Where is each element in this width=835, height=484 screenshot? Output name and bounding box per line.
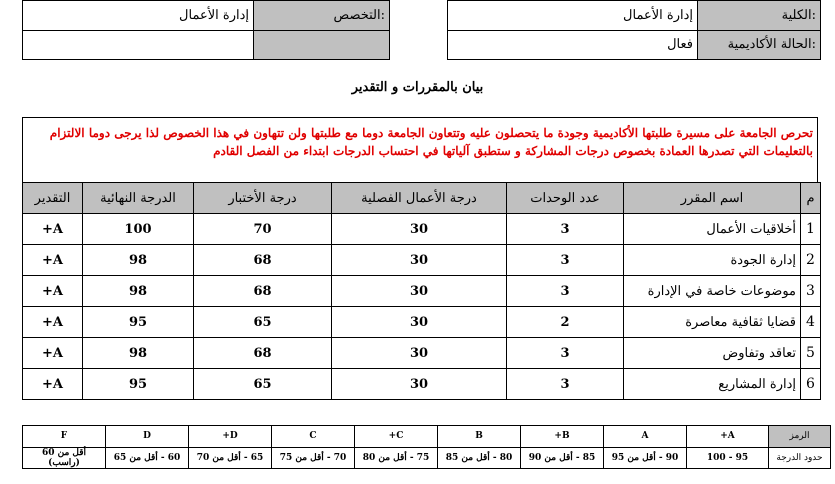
status-label: الحالة الأكاديمية: bbox=[698, 30, 821, 60]
coursework-score: 30 bbox=[332, 369, 507, 400]
table-row bbox=[23, 245, 821, 276]
table-row bbox=[23, 276, 821, 307]
row-no: 3 bbox=[801, 276, 821, 307]
exam-score: 65 bbox=[194, 369, 332, 400]
scale-symbol: B+ bbox=[521, 426, 604, 448]
course-name: أخلاقيات الأعمال bbox=[624, 214, 801, 245]
course-name: موضوعات خاصة في الإدارة bbox=[624, 276, 801, 307]
scale-symbol: D bbox=[106, 426, 189, 448]
coursework-score: 30 bbox=[332, 276, 507, 307]
scale-range: 95 - 100 bbox=[687, 447, 769, 469]
grades-header-row bbox=[23, 183, 821, 214]
grade-letter: A+ bbox=[23, 245, 83, 276]
empty-label bbox=[254, 30, 390, 60]
scale-symbol: F bbox=[23, 426, 106, 448]
section-title: بيان بالمقررات و التقدير bbox=[351, 80, 484, 95]
coursework-score: 30 bbox=[332, 338, 507, 369]
row-no: 6 bbox=[801, 369, 821, 400]
scale-range: 70 - أقل من 75 bbox=[272, 447, 355, 469]
exam-score: 68 bbox=[194, 338, 332, 369]
units: 3 bbox=[507, 369, 624, 400]
info-gap bbox=[390, 1, 448, 31]
coursework-score: 30 bbox=[332, 245, 507, 276]
info-gap bbox=[390, 30, 448, 60]
units: 3 bbox=[507, 214, 624, 245]
scale-symbol-label: الرمز bbox=[769, 426, 831, 448]
scale-symbol: A bbox=[604, 426, 687, 448]
specialization-label: التخصص: bbox=[254, 1, 390, 31]
grade-letter: A+ bbox=[23, 214, 83, 245]
scale-range: 75 - أقل من 80 bbox=[355, 447, 438, 469]
grading-scale-table bbox=[22, 425, 831, 469]
final-score: 98 bbox=[83, 276, 194, 307]
final-score: 95 bbox=[83, 307, 194, 338]
faculty-label: الكلية: bbox=[698, 1, 821, 31]
coursework-score: 30 bbox=[332, 307, 507, 338]
notice-text: تحرص الجامعة على مسيرة طلبتها الأكاديمية وجودة ما يتحصلون عليه وتتعاون الجامعة دوما مع طلبتها ولن تتهاون في هذا الخصوص لذا يرجى دوما الالتزام بالتعليمات التي تصدرها العمادة بخصوص درجات المشاركة و ستطبق آلياتها في احتساب الدرجات ابتداء من الفصل القادم bbox=[22, 117, 818, 182]
final-score: 100 bbox=[83, 214, 194, 245]
scale-symbol: C+ bbox=[355, 426, 438, 448]
scale-symbol: D+ bbox=[189, 426, 272, 448]
grades-table bbox=[22, 182, 821, 400]
col-header-final: الدرجة النهائية bbox=[83, 183, 194, 214]
grade-letter: A+ bbox=[23, 276, 83, 307]
table-row bbox=[23, 338, 821, 369]
course-name: إدارة المشاريع bbox=[624, 369, 801, 400]
units: 2 bbox=[507, 307, 624, 338]
table-row bbox=[23, 307, 821, 338]
exam-score: 70 bbox=[194, 214, 332, 245]
course-name: إدارة الجودة bbox=[624, 245, 801, 276]
row-no: 5 bbox=[801, 338, 821, 369]
row-no: 1 bbox=[801, 214, 821, 245]
scale-symbol: C bbox=[272, 426, 355, 448]
scale-range: 85 - أقل من 90 bbox=[521, 447, 604, 469]
row-no: 4 bbox=[801, 307, 821, 338]
grade-letter: A+ bbox=[23, 338, 83, 369]
exam-score: 65 bbox=[194, 307, 332, 338]
units: 3 bbox=[507, 245, 624, 276]
scale-symbol: A+ bbox=[687, 426, 769, 448]
final-score: 98 bbox=[83, 245, 194, 276]
scale-range-row bbox=[23, 447, 831, 469]
final-score: 95 bbox=[83, 369, 194, 400]
exam-score: 68 bbox=[194, 276, 332, 307]
course-name: قضايا ثقافية معاصرة bbox=[624, 307, 801, 338]
col-header-units: عدد الوحدات bbox=[507, 183, 624, 214]
course-name: تعاقد وتفاوض bbox=[624, 338, 801, 369]
scale-range: 80 - أقل من 85 bbox=[438, 447, 521, 469]
faculty-value: إدارة الأعمال bbox=[448, 1, 698, 31]
grade-letter: A+ bbox=[23, 307, 83, 338]
scale-range: 60 - أقل من 65 bbox=[106, 447, 189, 469]
scale-symbol-row bbox=[23, 426, 831, 448]
status-value: فعال bbox=[448, 30, 698, 60]
table-row bbox=[23, 369, 821, 400]
row-no: 2 bbox=[801, 245, 821, 276]
scale-range: أقل من 60 (راسب) bbox=[23, 447, 106, 469]
col-header-coursework: درجة الأعمال الفصلية bbox=[332, 183, 507, 214]
grade-letter: A+ bbox=[23, 369, 83, 400]
scale-range: 90 - أقل من 95 bbox=[604, 447, 687, 469]
table-row bbox=[23, 214, 821, 245]
student-info-table bbox=[22, 0, 821, 60]
scale-range-label: حدود الدرجة bbox=[769, 447, 831, 469]
col-header-course: اسم المقرر bbox=[624, 183, 801, 214]
units: 3 bbox=[507, 338, 624, 369]
col-header-grade: التقدير bbox=[23, 183, 83, 214]
coursework-score: 30 bbox=[332, 214, 507, 245]
units: 3 bbox=[507, 276, 624, 307]
empty-value bbox=[23, 30, 254, 60]
col-header-exam: درجة الأختبار bbox=[194, 183, 332, 214]
exam-score: 68 bbox=[194, 245, 332, 276]
final-score: 98 bbox=[83, 338, 194, 369]
scale-symbol: B bbox=[438, 426, 521, 448]
specialization-value: إدارة الأعمال bbox=[23, 1, 254, 31]
scale-range: 65 - أقل من 70 bbox=[189, 447, 272, 469]
col-header-no: م bbox=[801, 183, 821, 214]
